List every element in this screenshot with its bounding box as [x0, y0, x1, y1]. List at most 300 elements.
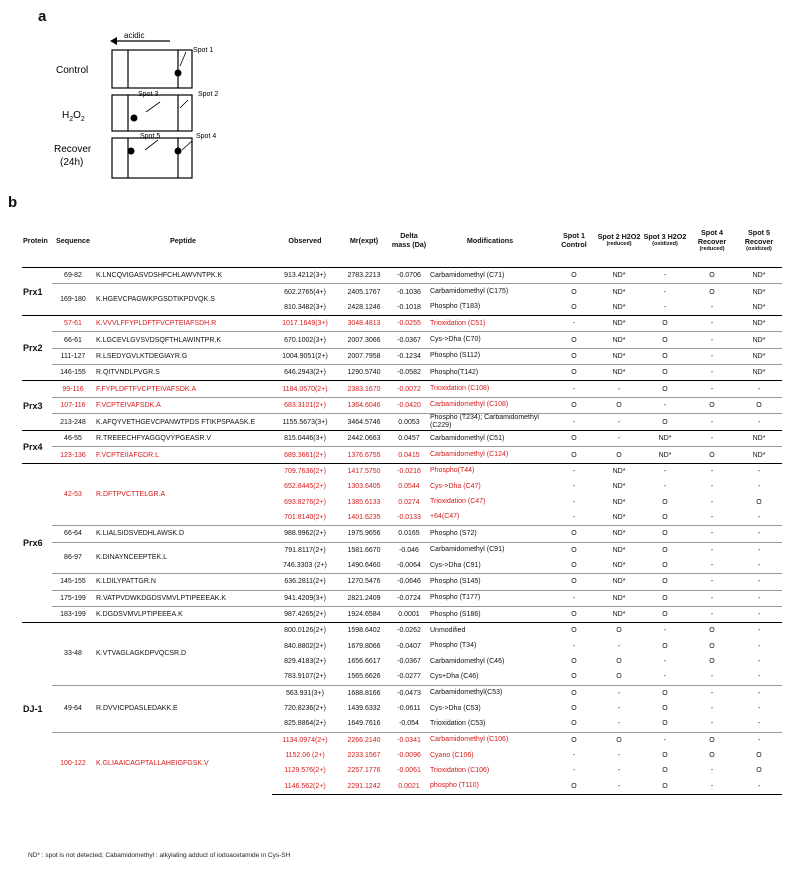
- peptide-cell: R.TREEECHFYAGGQVYPGEASR.V: [94, 431, 272, 447]
- spot3-cell: O: [642, 542, 688, 558]
- mr-cell: 2007.7958: [338, 348, 390, 364]
- delta-mass-cell: 0.0053: [390, 414, 428, 431]
- spot2-cell: -: [617, 767, 621, 775]
- table-row: [22, 623, 782, 639]
- observed-cell: 829.4183(2+): [284, 658, 326, 666]
- spot3-cell: -: [663, 658, 667, 666]
- spot2-cell: ND*: [596, 284, 642, 300]
- peptide-cell: F.FYPLDFTFVCPTEIVAFSDK.A: [94, 381, 272, 397]
- delta-mass-cell: -0.0420: [390, 397, 428, 413]
- mr-cell: 2233.1567: [347, 752, 381, 760]
- delta-mass-cell: -0.0367: [397, 658, 421, 666]
- spot2-cell: ND*: [596, 365, 642, 381]
- sequence-range-cell: 123-136: [52, 447, 94, 463]
- peptide-cell: K.LNCQVIGASVDSHFCHLAWVNTPK.K: [94, 268, 272, 284]
- observed-cell: 746.3303 (2+): [283, 562, 327, 570]
- delta-mass-cell: -0.0262: [390, 623, 428, 639]
- spot2-cell: -: [596, 779, 642, 795]
- observed-cell: 1134.0974(2+): [272, 732, 338, 748]
- spot1-cell: O: [552, 623, 596, 639]
- sequence-range-cell: 46-55: [52, 431, 94, 447]
- spot4-cell: -: [710, 562, 714, 570]
- spot1-cell: O: [552, 268, 596, 284]
- spot5-cell: -: [736, 623, 782, 639]
- observed-cell: 701.8140(2+): [284, 513, 326, 521]
- spot1-cell: O: [571, 658, 577, 666]
- table-row: [22, 542, 782, 558]
- spot5-cell: ND*: [736, 332, 782, 348]
- spot5-cell: ND*: [752, 303, 766, 311]
- modification-cell: Phospho (S112): [428, 348, 552, 364]
- mr-cell: 2442.0663: [338, 431, 390, 447]
- modification-cell: Carbamidomethyl (C175): [428, 284, 552, 300]
- spot1-cell: -: [572, 513, 576, 521]
- spot3-cell: O: [642, 348, 688, 364]
- spot1-cell: O: [571, 673, 577, 681]
- panel-a-label: a: [38, 8, 47, 25]
- spot1-cell: -: [572, 642, 576, 650]
- spot2-cell: O: [596, 397, 642, 413]
- spot5-cell: O: [756, 767, 762, 775]
- spot2-cell: ND*: [596, 268, 642, 284]
- modification-cell: Cys->Dha (C47): [430, 482, 481, 490]
- spot5-cell: -: [736, 685, 782, 701]
- sequence-range-cell: 42-53: [52, 463, 94, 525]
- spot-3-label: Spot 3: [138, 91, 159, 98]
- spot2-cell: -: [596, 431, 642, 447]
- spot4-cell: O: [709, 752, 715, 760]
- spot-1-label: Spot 1: [193, 47, 214, 54]
- spot3-cell: O: [662, 767, 668, 775]
- spot4-cell: -: [688, 590, 736, 606]
- spot5-cell: -: [736, 381, 782, 397]
- spot3-cell: O: [662, 498, 668, 506]
- table-row: [22, 348, 782, 364]
- mr-cell: 1303.6405: [347, 483, 381, 491]
- spot4-cell: O: [688, 284, 736, 300]
- observed-cell: 1155.5673(3+): [272, 414, 338, 431]
- delta-mass-cell: 0.0544: [398, 483, 420, 491]
- modification-cell: Phospho (T177): [428, 590, 552, 606]
- modification-cell: Phospho (S186): [428, 606, 552, 622]
- spot5-cell: O: [756, 752, 762, 760]
- delta-mass-cell: -0.0611: [397, 705, 421, 713]
- spot1-cell: O: [552, 397, 596, 413]
- delta-mass-cell: -0.0724: [390, 590, 428, 606]
- spot1-cell: -: [552, 381, 596, 397]
- spot3-cell: O: [642, 685, 688, 701]
- spot3-cell: -: [642, 732, 688, 748]
- modification-cell: Carbamidomethyl (C91): [428, 542, 552, 558]
- spot-diagram: [0, 0, 300, 185]
- header-spot2: Spot 2 H2O2 (reduced): [596, 213, 642, 268]
- mr-cell: 1401.6235: [347, 513, 381, 521]
- spot5-cell: -: [736, 463, 782, 479]
- observed-cell: 689.3661(2+): [272, 447, 338, 463]
- spot-2-label: Spot 2: [198, 91, 219, 98]
- spot1-cell: O: [552, 574, 596, 590]
- table-row: [22, 268, 782, 284]
- spot4-cell: -: [688, 316, 736, 332]
- spot5-cell: ND*: [736, 316, 782, 332]
- spot5-cell: -: [736, 414, 782, 431]
- observed-cell: 815.0446(3+): [272, 431, 338, 447]
- spot5-cell: ND*: [736, 365, 782, 381]
- table-row: [22, 526, 782, 542]
- spot4-cell: -: [688, 365, 736, 381]
- protein-cell: Prx3: [22, 381, 52, 431]
- spot3-cell: -: [663, 303, 667, 311]
- spot3-cell: O: [642, 414, 688, 431]
- spot4-cell: -: [688, 332, 736, 348]
- sequence-range-cell: 66-64: [52, 526, 94, 542]
- modification-cell: Cys->Dha (C70): [428, 332, 552, 348]
- delta-mass-cell: -0.0255: [390, 316, 428, 332]
- spot4-cell: -: [710, 498, 714, 506]
- modification-cell: Cys->Dha (C53): [430, 704, 481, 712]
- delta-mass-cell: -0.046: [390, 542, 428, 558]
- modification-cell: Carbamidomethyl (C46): [430, 657, 505, 665]
- spot4-cell: -: [688, 348, 736, 364]
- mr-cell: 1364.6046: [338, 397, 390, 413]
- mr-cell: 2266.2140: [338, 732, 390, 748]
- observed-cell: 987.4265(2+): [272, 606, 338, 622]
- spot-5-label: Spot 5: [140, 133, 161, 140]
- table-row: [22, 365, 782, 381]
- spot5-cell: ND*: [736, 268, 782, 284]
- mr-cell: 2257.1776: [347, 767, 381, 775]
- observed-cell: 636.2811(2+): [272, 574, 338, 590]
- observed-cell: 988.9962(2+): [272, 526, 338, 542]
- header-spot5: Spot 5 Recover (oxidized): [736, 213, 782, 268]
- spot5-cell: -: [757, 720, 761, 728]
- mr-cell: 2405.1767: [338, 284, 390, 300]
- sequence-range-cell: 49-64: [52, 685, 94, 732]
- modification-cell: Cys+Dha (C46): [430, 672, 479, 680]
- table-row: [22, 431, 782, 447]
- sequence-range-cell: 213-248: [52, 414, 94, 431]
- observed-cell: 563.931(3+): [272, 685, 338, 701]
- observed-cell: 646.2943(2+): [272, 365, 338, 381]
- spot3-cell: ND*: [642, 447, 688, 463]
- spot2-cell: O: [596, 447, 642, 463]
- spot2-cell: O: [616, 673, 622, 681]
- protein-cell: Prx6: [22, 463, 52, 622]
- protein-cell: Prx4: [22, 431, 52, 464]
- observed-cell: 913.4212(3+): [272, 268, 338, 284]
- spot4-cell: O: [688, 447, 736, 463]
- sequence-range-cell: 175-199: [52, 590, 94, 606]
- spot4-cell: O: [688, 268, 736, 284]
- spot3-cell: O: [642, 365, 688, 381]
- spot5-cell: ND*: [736, 431, 782, 447]
- spot1-cell: O: [552, 348, 596, 364]
- spot2-cell: -: [617, 720, 621, 728]
- header-modification: Modifications: [428, 213, 552, 268]
- spot5-cell: O: [736, 397, 782, 413]
- delta-mass-cell: -0.0096: [397, 752, 421, 760]
- observed-cell: 1017.1649(3+): [272, 316, 338, 332]
- peptide-cell: K.HGEVCPAGWKPGSDTIKPDVQK.S: [94, 284, 272, 316]
- modification-cell: Phospho (T183): [430, 303, 481, 311]
- observed-cell: 683.3101(2+): [272, 397, 338, 413]
- sequence-range-cell: 99-116: [52, 381, 94, 397]
- modification-cell: Phospho (T234); Carbamidomethyl (C229): [428, 414, 552, 431]
- modification-cell: Phospho(T44): [428, 463, 552, 479]
- spot1-cell: O: [552, 431, 596, 447]
- spot3-cell: O: [642, 606, 688, 622]
- mr-cell: 1688.8166: [338, 685, 390, 701]
- spot4-cell: -: [688, 414, 736, 431]
- delta-mass-cell: -0.1036: [390, 284, 428, 300]
- spot3-cell: -: [663, 483, 667, 491]
- table-row: [22, 316, 782, 332]
- mr-cell: 1417.5750: [338, 463, 390, 479]
- arrow-label: acidic: [124, 31, 145, 40]
- spot4-cell: -: [710, 483, 714, 491]
- spot2-cell: ND*: [612, 303, 626, 311]
- modification-cell: Trioxidation (C108): [428, 381, 552, 397]
- mr-cell: 1376.6755: [338, 447, 390, 463]
- spot3-cell: O: [642, 316, 688, 332]
- modification-cell: Carbamidomethyl (C124): [428, 447, 552, 463]
- peptide-cell: K.VTVAGLAGKDPVQCSR.D: [94, 623, 272, 685]
- spot-4-label: Spot 4: [196, 133, 217, 140]
- mr-cell: 1270.5476: [338, 574, 390, 590]
- delta-mass-cell: -0.0341: [390, 732, 428, 748]
- table-footnote: ND* : spot is not detected; Cabamidomethyl : alkylating adduct of iodoacetamide in Cys-SH: [28, 852, 291, 859]
- modification-cell: Cyano (C106): [430, 751, 474, 759]
- sequence-range-cell: 69-82: [52, 268, 94, 284]
- mr-cell: 3048.4813: [338, 316, 390, 332]
- peptide-cell: K.GLIAAICAGPTALLAHEIGFGSK.V: [94, 732, 272, 794]
- row-recover-time: (24h): [60, 157, 84, 168]
- peptide-cell: R.DVVICPDASLEDAKK.E: [94, 685, 272, 732]
- spot3-cell: O: [642, 381, 688, 397]
- peptide-cell: K.DINAYNCEEPTEK.L: [94, 542, 272, 574]
- mr-cell: 1439.6332: [347, 705, 381, 713]
- table-row: [22, 284, 782, 300]
- spot1-cell: -: [552, 463, 596, 479]
- spot3-cell: O: [662, 705, 668, 713]
- spot1-cell: O: [571, 562, 577, 570]
- delta-mass-cell: -0.1018: [397, 303, 421, 311]
- modification-cell: Trioxidation (C53): [430, 719, 486, 727]
- delta-mass-cell: 0.0021: [390, 779, 428, 795]
- mr-cell: 1490.6460: [347, 562, 381, 570]
- modification-cell: Trioxidation (C47): [430, 498, 486, 506]
- spot5-cell: -: [736, 526, 782, 542]
- spot5-cell: -: [736, 590, 782, 606]
- spot5-cell: -: [757, 642, 761, 650]
- modification-cell: Phospho (S145): [428, 574, 552, 590]
- spot1-cell: O: [571, 705, 577, 713]
- sequence-range-cell: 145-155: [52, 574, 94, 590]
- spot2-cell: O: [596, 732, 642, 748]
- table-row: [22, 447, 782, 463]
- spot5-cell: -: [757, 483, 761, 491]
- spot2-cell: O: [596, 623, 642, 639]
- modification-cell: Phospho (S72): [428, 526, 552, 542]
- delta-mass-cell: -0.0367: [390, 332, 428, 348]
- mr-cell: 1581.6670: [338, 542, 390, 558]
- row-control-label: Control: [56, 65, 89, 76]
- delta-mass-cell: -0.054: [399, 720, 419, 728]
- table-row: [22, 397, 782, 413]
- sequence-range-cell: 183-199: [52, 606, 94, 622]
- spot2-cell: -: [596, 685, 642, 701]
- spot4-cell: -: [710, 705, 714, 713]
- spot5-cell: ND*: [736, 284, 782, 300]
- modification-cell: Unmodified: [428, 623, 552, 639]
- spot1-cell: O: [552, 685, 596, 701]
- spot1-cell: O: [552, 779, 596, 795]
- observed-cell: 783.9107(2+): [284, 673, 326, 681]
- spot4-cell: -: [688, 574, 736, 590]
- spot3-cell: -: [642, 463, 688, 479]
- spot2-cell: ND*: [612, 562, 626, 570]
- header-spot4: Spot 4 Recover (reduced): [688, 213, 736, 268]
- delta-mass-cell: 0.0001: [390, 606, 428, 622]
- spot2-cell: -: [617, 752, 621, 760]
- delta-mass-cell: 0.0274: [398, 498, 420, 506]
- spot4-cell: -: [688, 431, 736, 447]
- spot2-cell: ND*: [596, 332, 642, 348]
- observed-cell: 810.3482(3+): [284, 303, 326, 311]
- table-row: [22, 414, 782, 431]
- panel-b-label: b: [8, 194, 18, 211]
- header-spot1: Spot 1 Control: [552, 213, 596, 268]
- spot2-cell: -: [617, 642, 621, 650]
- spot5-cell: -: [757, 658, 761, 666]
- sequence-range-cell: 86-97: [52, 542, 94, 574]
- spot4-cell: O: [688, 623, 736, 639]
- table-row: [22, 590, 782, 606]
- modification-cell: Carbamidomethyl (C51): [428, 431, 552, 447]
- observed-cell: 693.8276(2+): [284, 498, 326, 506]
- spot4-cell: -: [688, 381, 736, 397]
- spot3-cell: -: [642, 397, 688, 413]
- spot1-cell: -: [552, 316, 596, 332]
- delta-mass-cell: -0.0277: [397, 673, 421, 681]
- table-row: [22, 463, 782, 479]
- spot4-cell: O: [709, 642, 715, 650]
- modification-cell: +64(C47): [430, 513, 460, 521]
- spot3-cell: O: [662, 562, 668, 570]
- spot3-cell: O: [642, 526, 688, 542]
- spot4-cell: -: [710, 513, 714, 521]
- spot3-cell: -: [642, 284, 688, 300]
- delta-mass-cell: -0.0473: [390, 685, 428, 701]
- spot2-cell: ND*: [596, 574, 642, 590]
- spot2-cell: ND*: [612, 483, 626, 491]
- observed-cell: 709.7636(2+): [272, 463, 338, 479]
- spot2-cell: -: [596, 381, 642, 397]
- spot1-cell: O: [552, 542, 596, 558]
- observed-cell: 825.8864(2+): [284, 720, 326, 728]
- peptide-cell: K.LDILYPATTGR.N: [94, 574, 272, 590]
- delta-mass-cell: 0.0415: [390, 447, 428, 463]
- spot2-cell: ND*: [596, 526, 642, 542]
- sequence-range-cell: 57-61: [52, 316, 94, 332]
- peptide-cell: F.VCPTEIIAFGDR.L: [94, 447, 272, 463]
- observed-cell: 1129.576(2+): [284, 767, 326, 775]
- spot2-cell: ND*: [596, 606, 642, 622]
- sequence-range-cell: 66-61: [52, 332, 94, 348]
- row-recover-label: Recover: [54, 144, 92, 155]
- delta-mass-cell: -0.0407: [397, 642, 421, 650]
- spot5-cell: -: [736, 732, 782, 748]
- spot4-cell: -: [688, 526, 736, 542]
- observed-cell: 840.8802(2+): [284, 642, 326, 650]
- spot1-cell: O: [552, 732, 596, 748]
- table-row: [22, 381, 782, 397]
- spot5-cell: -: [757, 705, 761, 713]
- spot2-cell: ND*: [596, 463, 642, 479]
- spot1-cell: O: [552, 365, 596, 381]
- delta-mass-cell: -0.0646: [390, 574, 428, 590]
- spot4-cell: -: [688, 685, 736, 701]
- modification-cell: Carbamidomethyl(C53): [428, 685, 552, 701]
- mr-cell: 2821.2409: [338, 590, 390, 606]
- protein-cell: Prx2: [22, 316, 52, 381]
- spot1-cell: O: [571, 303, 577, 311]
- spot3-cell: -: [642, 623, 688, 639]
- spot1-cell: O: [552, 447, 596, 463]
- header-peptide: Peptide: [94, 213, 272, 268]
- spot3-cell: O: [642, 590, 688, 606]
- spot4-cell: -: [710, 767, 714, 775]
- peptide-cell: F.VCPTEIVAFSDK.A: [94, 397, 272, 413]
- table-row: [22, 332, 782, 348]
- protein-cell: DJ-1: [22, 623, 52, 795]
- spot3-cell: -: [663, 673, 667, 681]
- mr-cell: 2428.1246: [347, 303, 381, 311]
- spot1-cell: O: [552, 284, 596, 300]
- table-header-row: [22, 213, 782, 268]
- table-row: [22, 606, 782, 622]
- spot1-cell: O: [552, 332, 596, 348]
- modification-cell: Carbamidomethyl (C106): [428, 732, 552, 748]
- spot3-cell: ND*: [642, 431, 688, 447]
- peptide-cell: K.AFQYVETHGEVCPANWTPDS FTIKPSPAASK.E: [94, 414, 272, 431]
- spot1-cell: -: [552, 414, 596, 431]
- delta-mass-cell: -0.0706: [390, 268, 428, 284]
- spot5-cell: O: [756, 498, 762, 506]
- mr-cell: 1385.6133: [347, 498, 381, 506]
- sequence-range-cell: 169-180: [52, 284, 94, 316]
- spot4-cell: O: [688, 397, 736, 413]
- modification-cell: Phospho (T34): [430, 642, 477, 650]
- observed-cell: 720.8236(2+): [284, 705, 326, 713]
- mr-cell: 2007.3066: [338, 332, 390, 348]
- peptide-cell: R.QITVNDLPVGR.S: [94, 365, 272, 381]
- modification-cell: Trioxidation (C106): [430, 766, 490, 774]
- mr-cell: 1656.6617: [347, 658, 381, 666]
- table-row: [22, 685, 782, 701]
- mr-cell: 2291.1242: [338, 779, 390, 795]
- spot5-cell: -: [736, 606, 782, 622]
- observed-cell: 602.2765(4+): [272, 284, 338, 300]
- observed-cell: 1184.0570(2+): [272, 381, 338, 397]
- spot1-cell: O: [552, 526, 596, 542]
- header-spot3: Spot 3 H2O2 (oxidized): [642, 213, 688, 268]
- sequence-range-cell: 33-48: [52, 623, 94, 685]
- peptide-cell: K.LGCEVLGVSVDSQFTHLAWINTPR.K: [94, 332, 272, 348]
- spot2-cell: ND*: [612, 498, 626, 506]
- peptide-table: [22, 213, 782, 795]
- observed-cell: 670.1002(3+): [272, 332, 338, 348]
